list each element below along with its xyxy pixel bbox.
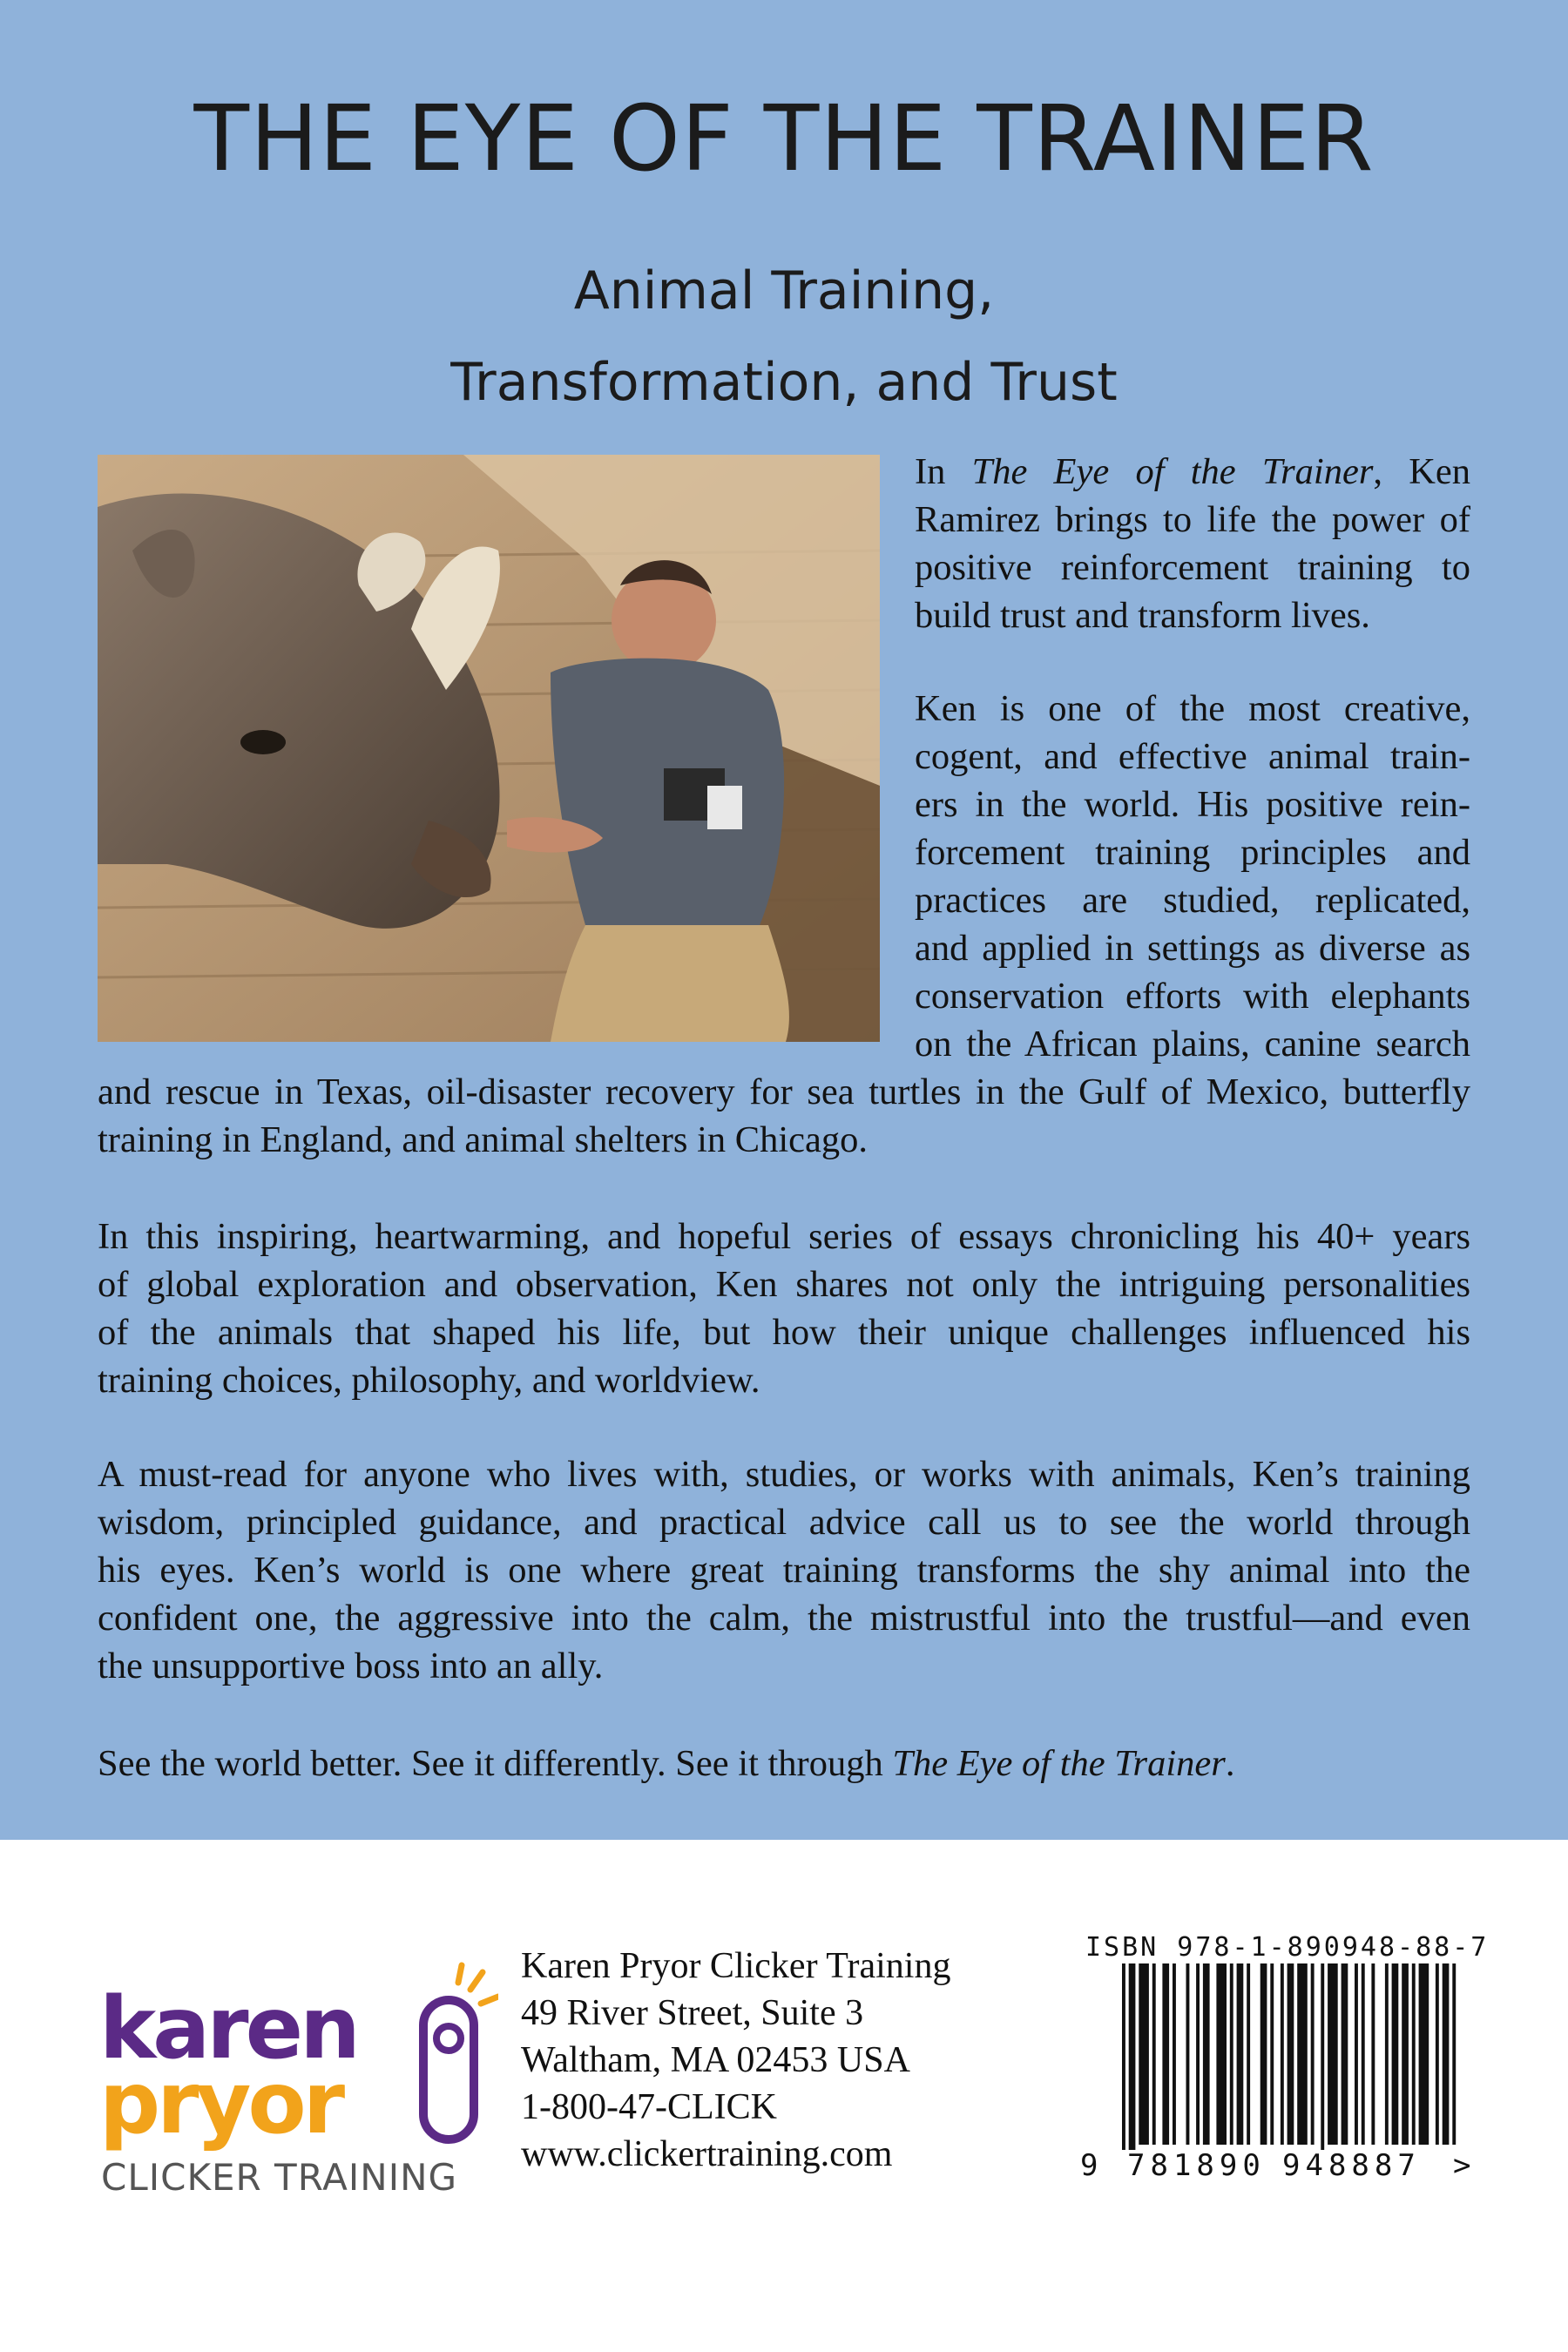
- publisher-website: www.clickertraining.com: [521, 2134, 893, 2174]
- barcode-bar: [1237, 1963, 1244, 2145]
- blurb-p2-line-1: Ken is one of the most creative,: [915, 688, 1470, 729]
- blurb-p2-line-2: cogent, and effective animal train-: [915, 736, 1470, 777]
- barcode-bar: [1281, 1963, 1284, 2145]
- barcode-digit-lead: 9: [1080, 2148, 1098, 2183]
- barcode-bar: [1230, 1963, 1233, 2145]
- subtitle-line-2: Transformation, and Trust: [450, 352, 1118, 413]
- blurb-p2-line-9: and rescue in Texas, oil-disaster recovery for sea turtles in the Gulf of Mexico, butterfly: [98, 1071, 1470, 1112]
- blurb-p2-line-7: conservation efforts with elephants: [915, 976, 1470, 1017]
- barcode-bar: [1162, 1963, 1169, 2145]
- blurb-p3-line-1: In this inspiring, heartwarming, and hopeful series of essays chronicling his 40+ years: [98, 1216, 1470, 1257]
- karen-pryor-logo: [98, 1951, 498, 2213]
- logo-graphic: [98, 1951, 498, 2213]
- barcode-bar: [1311, 1963, 1315, 2145]
- barcode-bar: [1270, 1963, 1274, 2145]
- barcode-bar: [1216, 1963, 1227, 2145]
- isbn-barcode: [1080, 1932, 1490, 2190]
- blurb-p1-line-3: positive reinforcement training to: [915, 547, 1470, 588]
- blurb-p2-line-4: forcement training principles and: [915, 832, 1470, 873]
- trainer-with-rhino-photo: [98, 455, 880, 1042]
- barcode-bar: [1412, 1963, 1416, 2145]
- barcode-bar: [1362, 1963, 1365, 2145]
- blurb-p4-line-5: the unsupportive boss into an ally.: [98, 1646, 604, 1686]
- barcode-bar: [1196, 1963, 1200, 2145]
- blurb-p3-line-2: of global exploration and observation, Ken shares not only the intriguing personalities: [98, 1264, 1470, 1305]
- blurb-p1-line-1: In The Eye of the Trainer, Ken: [915, 451, 1471, 492]
- book-subtitle: [0, 246, 1568, 429]
- barcode-bar: [1260, 1963, 1267, 2145]
- book-title: THE EYE OF THE TRAINER: [193, 85, 1375, 192]
- publisher-address: [521, 1943, 1009, 2178]
- barcode-bar: [1122, 1963, 1125, 2150]
- logo-text-clicker-training: CLICKER TRAINING: [101, 2156, 458, 2199]
- logo-text-pryor: pryor: [99, 2054, 342, 2153]
- barcode-digit-tail: >: [1453, 2148, 1471, 2183]
- publisher-street: 49 River Street, Suite 3: [521, 1993, 864, 2033]
- barcode-bar: [1139, 1963, 1149, 2145]
- barcode-bar: [1328, 1963, 1338, 2145]
- blurb-p5-line-1: See the world better. See it differently. See it through The Eye of the Trainer.: [98, 1743, 1235, 1784]
- barcode-bar: [1452, 1963, 1456, 2145]
- book-title-italic: The Eye of the Trainer: [971, 451, 1374, 492]
- barcode-digits-left: 781890: [1127, 2148, 1266, 2183]
- blurb-paragraph-1: [915, 448, 1470, 639]
- barcode-bar: [1129, 1963, 1136, 2150]
- blurb-p4-line-2: wisdom, principled guidance, and practical advice call us to see the world through: [98, 1502, 1470, 1543]
- blurb-p2-line-10: training in England, and animal shelters in Chicago.: [98, 1119, 868, 1160]
- barcode-bar: [1186, 1963, 1190, 2145]
- publisher-city: Waltham, MA 02453 USA: [521, 2040, 910, 2080]
- blurb-p2-line-8: on the African plains, canine search: [915, 1024, 1470, 1064]
- barcode-bar: [1288, 1963, 1294, 2145]
- barcode-bar: [1297, 1963, 1308, 2145]
- blurb-p2-line-5: practices are studied, replicated,: [915, 880, 1470, 921]
- barcode-digits-right: 948887: [1282, 2148, 1421, 2183]
- barcode-bar: [1152, 1963, 1156, 2145]
- blurb-p1-line-4: build trust and transform lives.: [915, 595, 1370, 636]
- barcode-bar: [1443, 1963, 1450, 2145]
- barcode-bars: [1080, 1932, 1481, 2150]
- barcode-bar: [1173, 1963, 1176, 2145]
- blurb-paragraph-4: [98, 1450, 1470, 1690]
- photo-illustration: [98, 455, 880, 1042]
- blurb-p4-line-3: his eyes. Ken’s world is one where great training transforms the shy animal into the: [98, 1550, 1470, 1591]
- barcode-bar: [1419, 1963, 1429, 2145]
- blurb-p2-line-6: and applied in settings as diverse as: [915, 928, 1470, 969]
- blurb-p4-line-4: confident one, the aggressive into the calm, the mistrustful into the trustful—and even: [98, 1598, 1470, 1639]
- logo-text-karen: karen: [99, 1979, 357, 2078]
- blurb-paragraph-5: [98, 1740, 1470, 1788]
- blurb-p3-line-4: training choices, philosophy, and worldview.: [98, 1360, 760, 1401]
- barcode-bar: [1436, 1963, 1439, 2145]
- blurb-p2-line-3: ers in the world. His positive rein-: [915, 784, 1470, 825]
- barcode-bar: [1321, 1963, 1324, 2150]
- subtitle-line-1: Animal Training,: [573, 260, 995, 321]
- barcode-bar: [1402, 1963, 1409, 2145]
- blurb-paragraph-2-continued: [98, 1068, 1470, 1164]
- blurb-p3-line-3: of the animals that shaped his life, but how their unique challenges influenced his: [98, 1312, 1470, 1353]
- publisher-phone: 1-800-47-CLICK: [521, 2087, 777, 2127]
- blurb-p4-line-1: A must-read for anyone who lives with, studies, or works with animals, Ken’s training: [98, 1454, 1470, 1495]
- blurb-paragraph-2: [915, 685, 1470, 1068]
- barcode-bar: [1203, 1963, 1210, 2145]
- barcode-bar: [1392, 1963, 1399, 2145]
- book-title-italic-closing: The Eye of the Trainer: [892, 1743, 1226, 1784]
- barcode-bar: [1385, 1963, 1389, 2145]
- barcode-bar: [1371, 1963, 1375, 2145]
- barcode-bar: [1342, 1963, 1348, 2145]
- isbn-label: ISBN 978-1-890948-88-7: [1085, 1932, 1490, 1963]
- blurb-paragraph-3: [98, 1213, 1470, 1404]
- barcode-bar: [1247, 1963, 1250, 2145]
- publisher-name: Karen Pryor Clicker Training: [521, 1946, 951, 1986]
- clicker-icon: [423, 2000, 474, 2139]
- barcode-bar: [1355, 1963, 1358, 2145]
- blurb-p1-line-2: Ramirez brings to life the power of: [915, 499, 1470, 540]
